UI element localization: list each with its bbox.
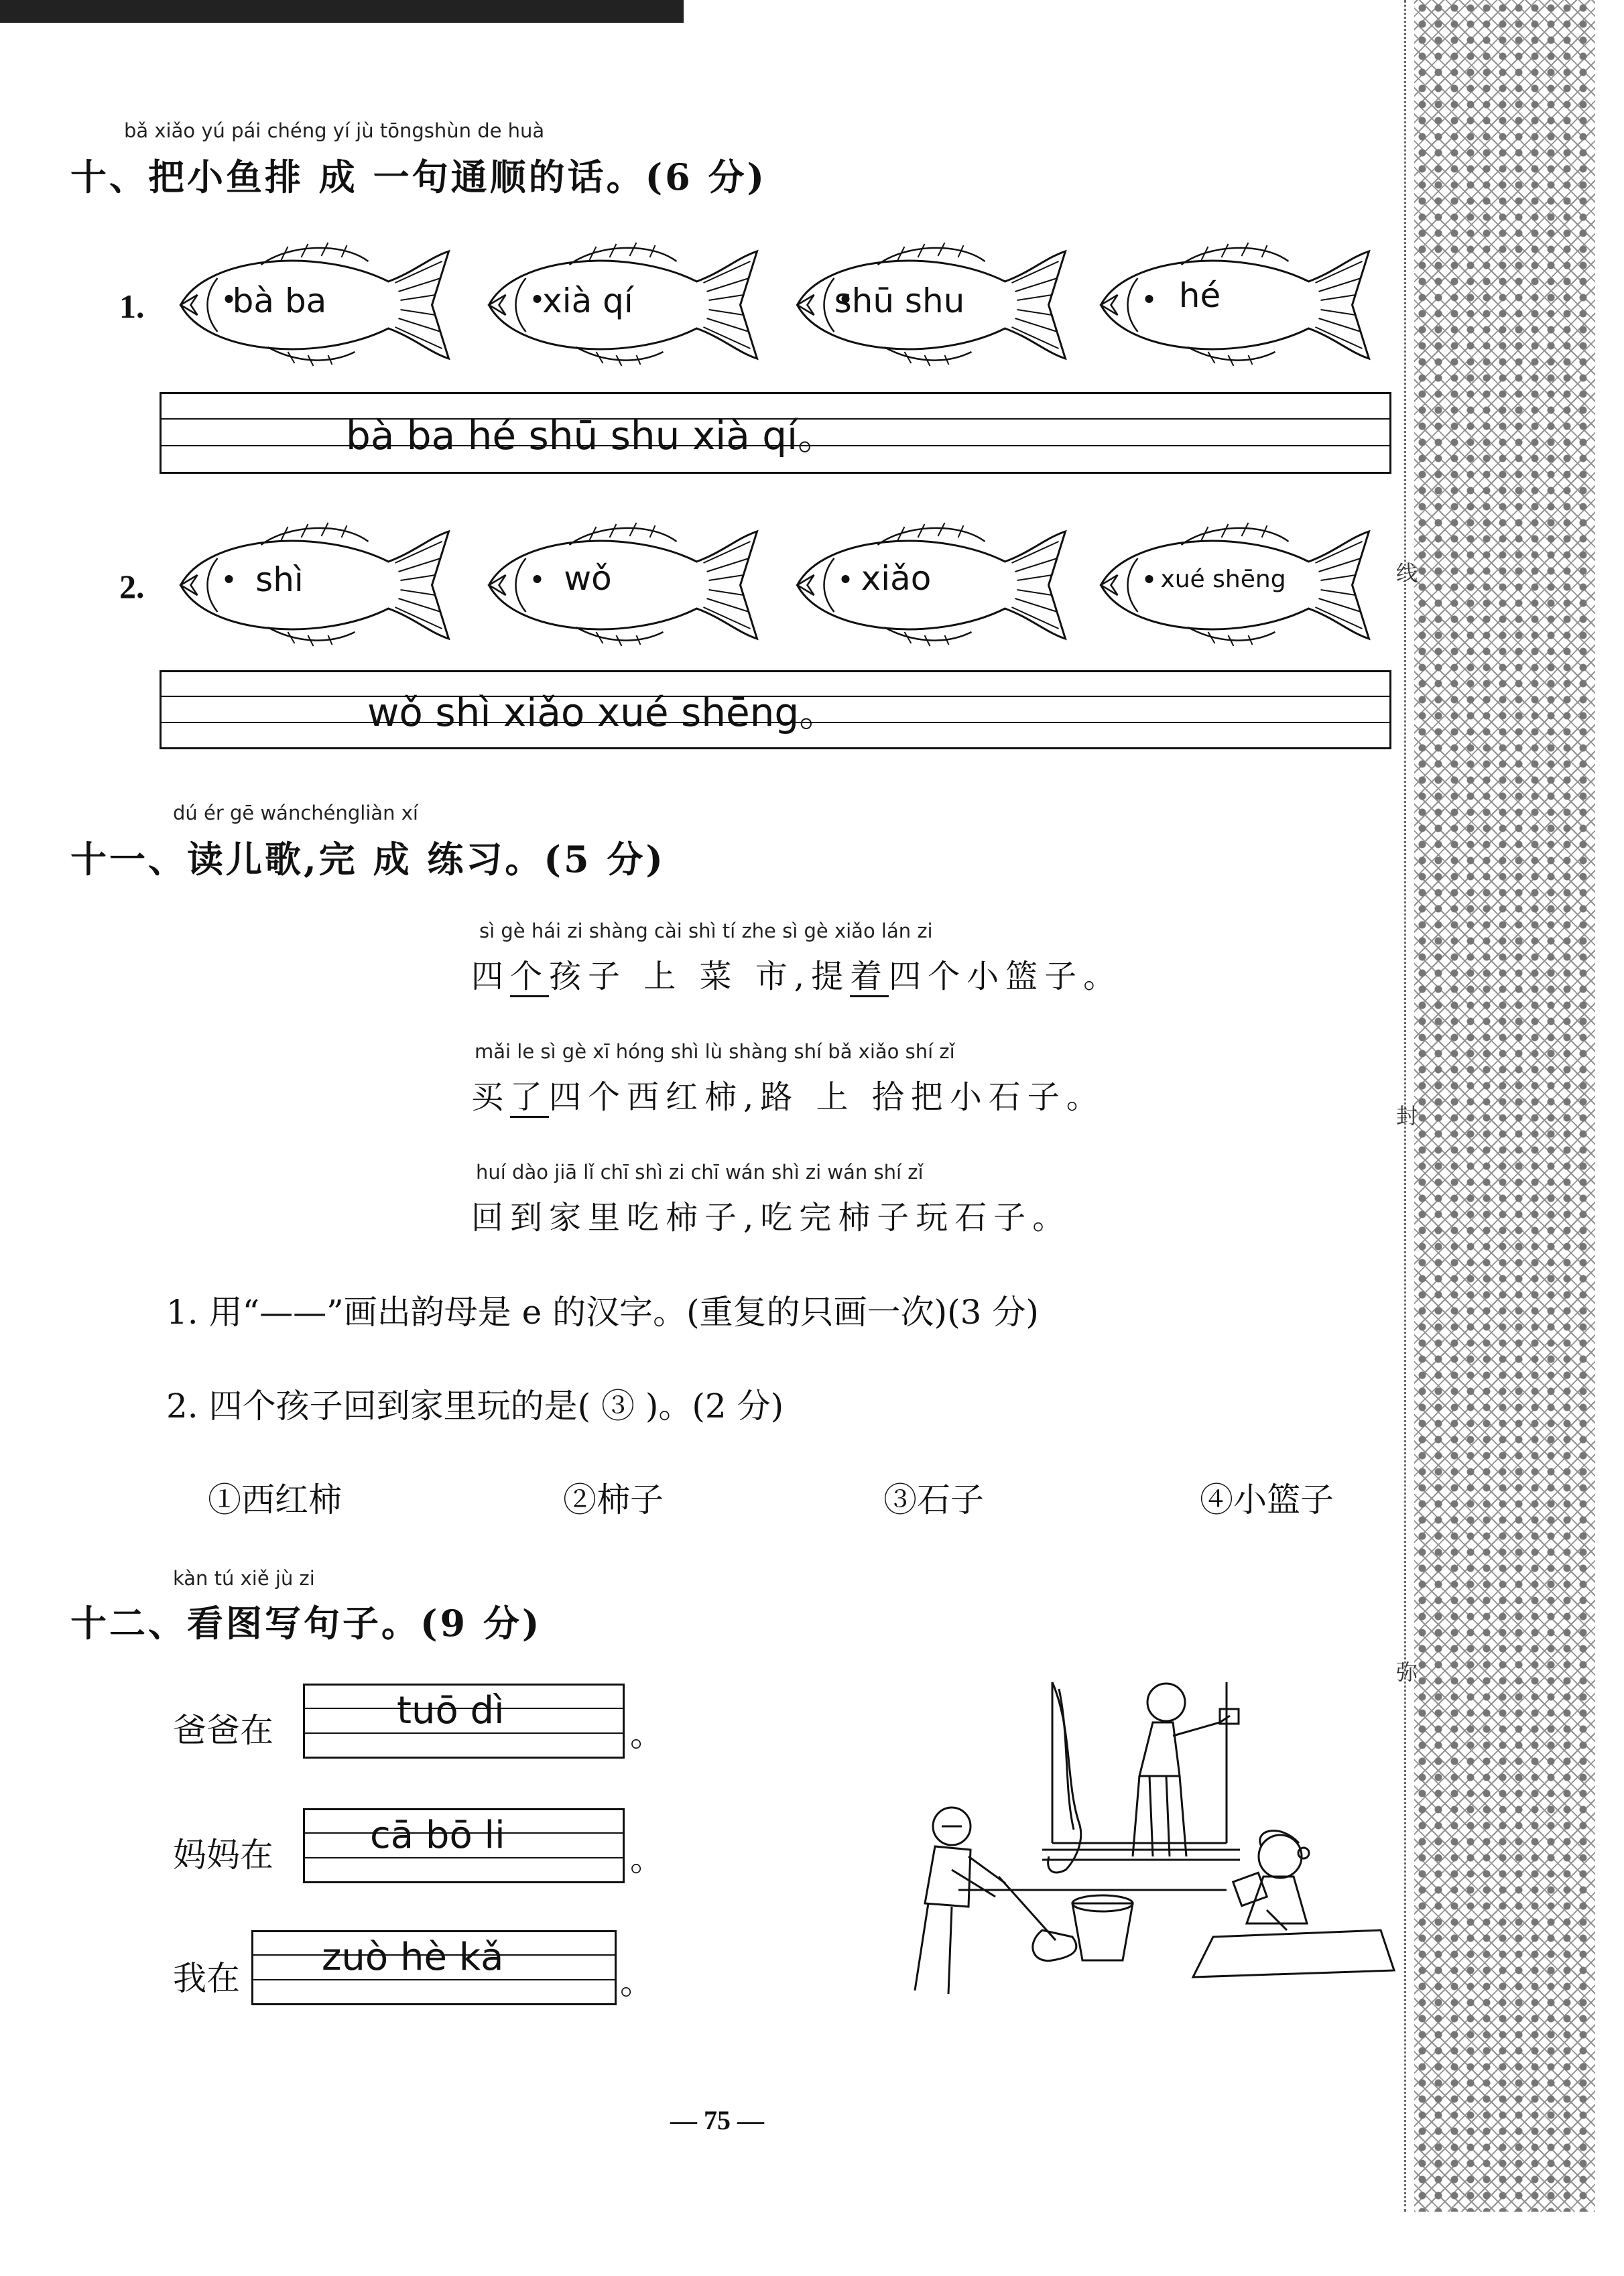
- poem-1-part-1: 四: [471, 958, 511, 995]
- q12-row-1-end: 。: [630, 1715, 664, 1754]
- binding-margin-pattern: [1414, 0, 1595, 2212]
- fish-1-3[interactable]: [772, 241, 1084, 369]
- fish-2-2[interactable]: [464, 521, 775, 649]
- q12-row-2-label: 妈妈在: [173, 1836, 273, 1875]
- fish-2-1-text: shì: [255, 560, 304, 599]
- option-3[interactable]: ③石子: [883, 1480, 984, 1519]
- q11-title: 十一、读儿歌,完 成 练习。(5 分): [70, 838, 666, 881]
- option-4[interactable]: ④小篮子: [1200, 1480, 1334, 1519]
- fish-2-1[interactable]: [155, 521, 467, 649]
- poem-line-1-pinyin: sì gè hái zi shàng cài shì tí zhe sì gè xiǎo lán zi: [479, 920, 933, 942]
- q12-title: 十二、看图写句子。(9 分): [70, 1602, 542, 1645]
- poem-3-part-1: 回到家里吃柿子,吃完柿子玩石子。: [471, 1199, 1072, 1237]
- fish-2-3-text: xiǎo: [861, 559, 932, 598]
- answer-1-text: bà ba hé shū shu xià qí。: [346, 413, 837, 458]
- option-1[interactable]: ①西红柿: [208, 1480, 342, 1519]
- poem-line-2-pinyin: mǎi le sì gè xī hóng shì lù shàng shí bǎ xiǎo shí zǐ: [475, 1040, 955, 1063]
- q11-pinyin: dú ér gē wánchéngliàn xí: [173, 802, 418, 824]
- option-2[interactable]: ②柿子: [563, 1480, 664, 1519]
- q10-item-1-number: 1.: [119, 288, 145, 325]
- q12-row-1-box[interactable]: [303, 1684, 625, 1759]
- seal-char-xian: 线: [1396, 560, 1418, 586]
- q12-row-3-box[interactable]: [251, 1930, 617, 2005]
- q10-pinyin: bǎ xiǎo yú pái chéng yí jù tōngshùn de huà: [124, 119, 545, 142]
- poem-2-underlined-le: 了: [510, 1078, 549, 1118]
- q10-title: 十、把小鱼排 成 一句通顺的话。(6 分): [70, 155, 767, 198]
- answer-lines-1[interactable]: [160, 392, 1391, 474]
- q12-row-3-answer: zuò hè kǎ: [322, 1936, 504, 1979]
- poem-line-2: [471, 1071, 1105, 1117]
- page-number: — 75 —: [670, 2105, 764, 2135]
- poem-line-3: [471, 1192, 1071, 1238]
- q12-row-2-answer: cā bō li: [370, 1814, 505, 1857]
- fish-1-4-text: hé: [1178, 276, 1221, 315]
- q12-row-2-box[interactable]: [303, 1808, 625, 1883]
- q12-row-3-end: 。: [620, 1963, 653, 2002]
- poem-2-part-3: 四个西红柿,路 上 拾把小石子。: [549, 1078, 1105, 1116]
- fish-2-4-text: xué shēng: [1160, 566, 1286, 593]
- poem-2-part-1: 买: [471, 1078, 511, 1116]
- q10-item-2-number: 2.: [119, 568, 145, 605]
- fish-1-1-text: bà ba: [232, 281, 327, 320]
- answer-2-text: wǒ shì xiǎo xué shēng。: [367, 690, 838, 735]
- q12-pinyin: kàn tú xiě jù zi: [173, 1567, 315, 1590]
- fish-1-1[interactable]: [155, 241, 467, 369]
- fish-2-2-text: wǒ: [564, 559, 612, 598]
- poem-line-3-pinyin: huí dào jiā lǐ chī shì zi chī wán shì zi wán shí zǐ: [476, 1161, 924, 1184]
- family-chores-illustration: [851, 1676, 1408, 2011]
- fish-1-2[interactable]: [464, 241, 775, 369]
- fish-2-3[interactable]: [772, 521, 1084, 649]
- q12-row-2-end: 。: [630, 1840, 664, 1879]
- seal-char-mi: 弥: [1396, 1659, 1418, 1685]
- top-edge-bar: [0, 0, 684, 23]
- poem-1-underlined-zhe: 着: [850, 958, 889, 997]
- answer-lines-2[interactable]: [160, 670, 1391, 749]
- poem-1-part-5: 四个小篮子。: [889, 958, 1123, 995]
- fish-1-2-text: xià qí: [542, 281, 633, 320]
- fish-2-4[interactable]: [1076, 521, 1387, 649]
- q12-row-1-label: 爸爸在: [173, 1711, 273, 1750]
- q11-question-2: 2. 四个孩子回到家里玩的是( ③ )。(2 分): [166, 1387, 784, 1426]
- poem-line-1: [471, 950, 1122, 997]
- poem-1-underlined-ge: 个: [510, 958, 549, 997]
- fish-1-4[interactable]: [1076, 241, 1387, 369]
- q11-question-1: 1. 用“——”画出韵母是 e 的汉字。(重复的只画一次)(3 分): [166, 1293, 1039, 1332]
- seal-char-feng: 封: [1396, 1103, 1418, 1129]
- q12-row-3-label: 我在: [173, 1959, 240, 1998]
- q12-row-1-answer: tuō dì: [397, 1689, 505, 1732]
- fish-1-3-text: shū shu: [834, 281, 965, 320]
- poem-1-part-3: 孩子 上 菜 市,提: [549, 958, 851, 995]
